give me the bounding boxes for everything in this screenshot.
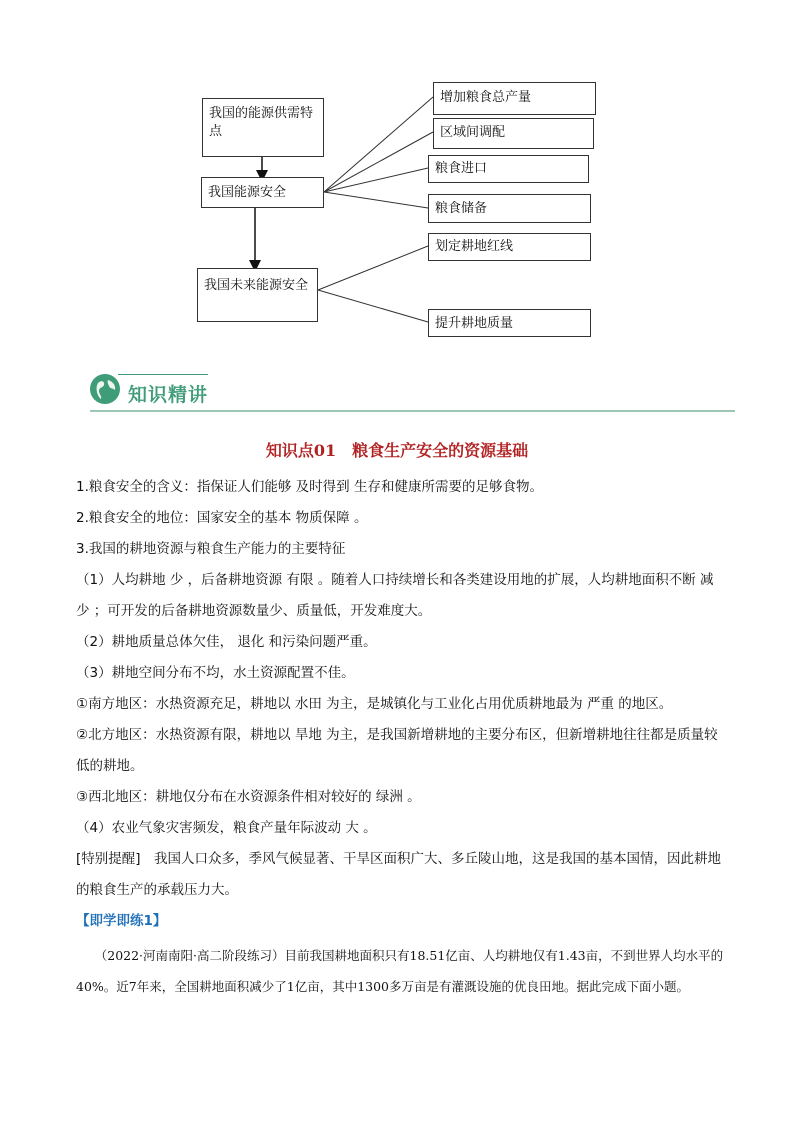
banner-rule: [90, 410, 735, 412]
para-feature-2: （2）耕地质量总体欠佳， 退化 和污染问题严重。: [76, 634, 377, 650]
knowledge-point-heading: 知识点01 粮食生产安全的资源基础: [265, 441, 529, 460]
diagram-connectors: [0, 0, 794, 360]
connector-2: [324, 132, 433, 192]
box-grain-import: 粮食进口: [428, 155, 589, 183]
box-energy-security: 我国能源安全: [201, 177, 324, 208]
para-feature-4: （4）农业气象灾害频发，粮食产量年际波动 大 。: [76, 820, 377, 836]
connector-3: [324, 168, 428, 192]
box-regional-allocation: 区域间调配: [433, 118, 594, 149]
para-northwest: ③西北地区：耕地仅分布在水资源条件相对较好的 绿洲 。: [76, 789, 421, 805]
box-farmland-red-line: 划定耕地红线: [428, 233, 591, 261]
para-features-title: 3.我国的耕地资源与粮食生产能力的主要特征: [76, 541, 346, 557]
para-status: 2.粮食安全的地位：国家安全的基本 物质保障 。: [76, 510, 368, 526]
box-energy-supply-features: 我国的能源供需特点: [202, 98, 324, 157]
box-grain-reserve: 粮食储备: [428, 194, 591, 223]
box-improve-farmland-quality: 提升耕地质量: [428, 309, 591, 337]
banner-title: 知识精讲: [128, 384, 209, 406]
connector-4: [324, 192, 428, 208]
para-special-reminder: [特别提醒] 我国人口众多，季风气候显著、干旱区面积广大、多丘陵山地，这是我国的基本国情，因此耕地的粮食生产的承载压力大。: [76, 851, 722, 898]
globe-icon: [90, 374, 120, 404]
connector-6: [318, 290, 428, 322]
para-definition: 1.粮食安全的含义：指保证人们能够 及时得到 生存和健康所需要的足够食物。: [76, 479, 543, 495]
section-banner: [90, 368, 735, 414]
connector-1: [324, 97, 433, 192]
connector-5: [318, 246, 428, 290]
banner-top-line: [118, 374, 208, 375]
para-feature-3: （3）耕地空间分布不均，水土资源配置不佳。: [76, 665, 355, 681]
box-future-energy-security: 我国未来能源安全: [197, 268, 318, 322]
example-text: （2022·河南南阳·高二阶段练习）目前我国耕地面积只有18.51亿亩、人均耕地仅有1.43亩，不到世界人均水平的40%。近7年来，全国耕地面积减少了1亿亩，其中1300多万亩是有灌溉设施的优良田地。据此完成下面小题。: [76, 948, 724, 994]
para-north: ②北方地区：水热资源有限，耕地以 旱地 为主，是我国新增耕地的主要分布区，但新增耕地往往都是质量较低的耕地。: [76, 727, 718, 774]
para-feature-1: （1）人均耕地 少 ，后备耕地资源 有限 。随着人口持续增长和各类建设用地的扩展，人均耕地面积不断 减少 ；可开发的后备耕地资源数量少、质量低，开发难度大。: [76, 572, 714, 619]
knowledge-content: [76, 472, 724, 937]
box-increase-grain-output: 增加粮食总产量: [433, 82, 596, 115]
practice-label: 【即学即练1】: [76, 913, 167, 929]
para-south: ①南方地区：水热资源充足，耕地以 水田 为主，是城镇化与工业化占用优质耕地最为 严重 的地区。: [76, 696, 673, 712]
